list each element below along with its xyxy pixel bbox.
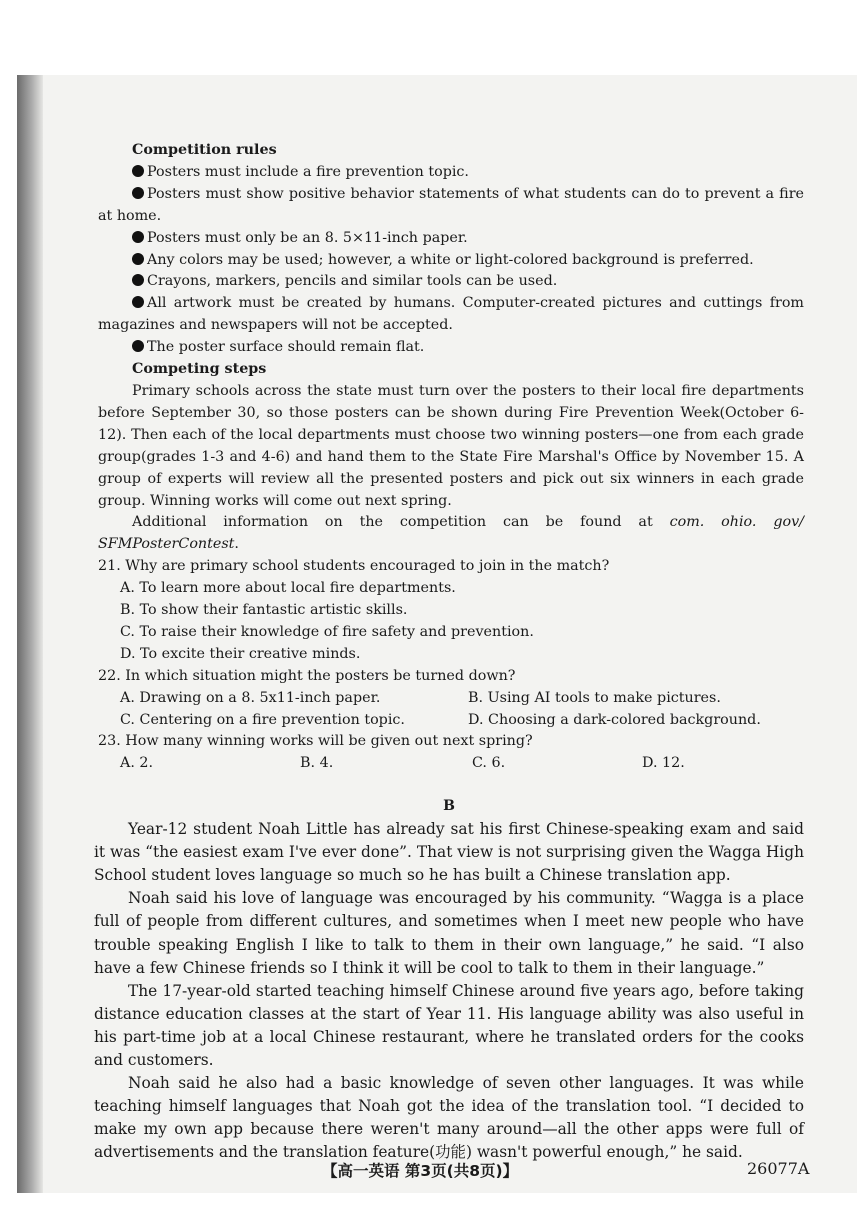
section-b-label: B [443,798,455,814]
rule-item: Posters must show positive behavior statements of what students can do to prevent a fire at home. [98,185,804,224]
scan-edge-shadow [17,75,43,1193]
question-23: 23. How many winning works will be given out next spring? [98,733,533,750]
rule-item: Posters must include a fire prevention topic. [98,162,804,184]
options-22-row2 [120,710,804,732]
question-21: 21. Why are primary school students encouraged to join in the match? [98,558,610,575]
option-22a: A. Drawing on a 8. 5x11-inch paper. [120,689,381,706]
b-paragraph-1: Year-12 student Noah Little has already sat his first Chinese-speaking exam and said it was “the easiest exam I've ever done”. That view is not surprising given the Wagga High School student loves language so much so he has built a Chinese translation app. [94,820,804,885]
option-21b: B. To show their fantastic artistic skills. [120,602,408,619]
option-23a: A. 2. [120,755,154,772]
b-paragraph-3: The 17-year-old started teaching himself Chinese around five years ago, before taking distance education classes at the start of Year 11. His language ability was also useful in his part-time job at a local Chinese restaurant, where he translated orders for the cooks and customers. [94,981,804,1070]
section-a-continued [98,140,804,775]
rule-item: Any colors may be used; however, a white or light-colored background is preferred. [98,250,804,272]
bullet-icon [132,296,144,308]
bullet-icon [132,231,144,243]
option-22d: D. Choosing a dark-colored background. [468,711,761,728]
steps-heading: Competing steps [132,361,267,378]
page-number-label: 【高一英语 第3页(共8页)】 [322,1162,519,1180]
rule-item: Crayons, markers, pencils and similar tools can be used. [98,271,804,293]
options-23-row [120,753,804,775]
option-22c: C. Centering on a fire prevention topic. [120,711,405,728]
rule-item: The poster surface should remain flat. [98,337,804,359]
rule-item: All artwork must be created by humans. Computer-created pictures and cuttings from magazines and newspapers will not be accepted. [98,295,804,334]
bullet-icon [132,274,144,286]
section-b [94,795,804,1165]
rules-heading: Competition rules [132,142,277,158]
steps-paragraph: Primary schools across the state must turn over the posters to their local fire departments before September 30, so those posters can be shown during Fire Prevention Week(October 6-12). Then each of the local departments must choose two winning posters—one from each grade group(grades 1-3 and 4-6) and hand them to the State Fire Marshal's Office by November 15. A group of experts will review all the presented posters and pick out six winners in each grade group. Winning works will come out next spring. [98,382,804,509]
exam-code: 26077A [747,1159,810,1178]
options-22-row1 [120,688,804,710]
option-21c: C. To raise their knowledge of fire safety and prevention. [120,623,534,640]
option-21a: A. To learn more about local fire departments. [120,580,456,597]
option-22b: B. Using AI tools to make pictures. [468,689,721,706]
page-footer [0,1159,868,1183]
bullet-icon [132,340,144,352]
bullet-icon [132,165,144,177]
bullet-icon [132,187,144,199]
option-23d: D. 12. [642,755,685,772]
b-paragraph-2: Noah said his love of language was encouraged by his community. “Wagga is a place full of people from different cultures, and sometimes when I meet new people who have trouble speaking English I like to talk to them in their own language,” he said. “I also have a few Chinese friends so I think it will be cool to talk to them in their language.” [94,889,804,977]
option-21d: D. To excite their creative minds. [120,645,361,662]
option-23c: C. 6. [472,755,506,772]
additional-info: Additional information on the competition can be found at com. ohio. gov/ SFMPosterContest. [98,514,804,553]
option-23b: B. 4. [300,755,334,772]
rule-item: Posters must only be an 8. 5×11-inch paper. [98,228,804,250]
question-22: 22. In which situation might the posters be turned down? [98,667,516,684]
contest-url: com. ohio. gov/ SFMPosterContest [98,514,804,553]
bullet-icon [132,253,144,265]
b-paragraph-4: Noah said he also had a basic knowledge of seven other languages. It was while teaching himself languages that Noah got the idea of the translation tool. “I decided to make my own app because there weren't many around—all the other apps were full of advertisements and the translation feature(功能) wasn't powerful enough,” he said. [94,1074,804,1162]
